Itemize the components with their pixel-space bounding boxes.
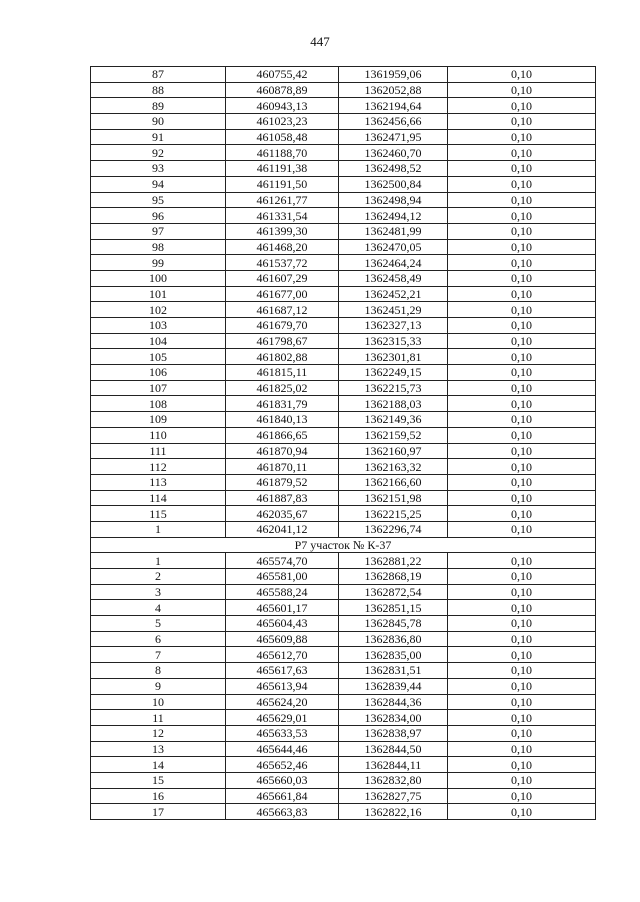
- point-number-cell: 112: [91, 459, 226, 475]
- point-number-cell: 104: [91, 333, 226, 349]
- point-number-cell: 2: [91, 569, 226, 585]
- y-coordinate-cell: 1362188,03: [339, 396, 448, 412]
- table-row: [91, 318, 596, 334]
- accuracy-cell: 0,10: [448, 82, 596, 98]
- table-row: [91, 757, 596, 773]
- point-number-cell: 91: [91, 129, 226, 145]
- point-number-cell: 99: [91, 255, 226, 271]
- x-coordinate-cell: 465629,01: [226, 710, 339, 726]
- x-coordinate-cell: 461058,48: [226, 129, 339, 145]
- x-coordinate-cell: 465661,84: [226, 788, 339, 804]
- y-coordinate-cell: 1362315,33: [339, 333, 448, 349]
- y-coordinate-cell: 1361959,06: [339, 67, 448, 83]
- point-number-cell: 89: [91, 98, 226, 114]
- table-row: [91, 710, 596, 726]
- accuracy-cell: 0,10: [448, 694, 596, 710]
- accuracy-cell: 0,10: [448, 584, 596, 600]
- point-number-cell: 90: [91, 114, 226, 130]
- accuracy-cell: 0,10: [448, 725, 596, 741]
- accuracy-cell: 0,10: [448, 600, 596, 616]
- accuracy-cell: 0,10: [448, 506, 596, 522]
- accuracy-cell: 0,10: [448, 490, 596, 506]
- x-coordinate-cell: 465663,83: [226, 804, 339, 820]
- accuracy-cell: 0,10: [448, 631, 596, 647]
- accuracy-cell: 0,10: [448, 286, 596, 302]
- x-coordinate-cell: 461023,23: [226, 114, 339, 130]
- table-row: [91, 192, 596, 208]
- accuracy-cell: 0,10: [448, 427, 596, 443]
- table-row: [91, 255, 596, 271]
- table-row: [91, 161, 596, 177]
- accuracy-cell: 0,10: [448, 396, 596, 412]
- point-number-cell: 4: [91, 600, 226, 616]
- point-number-cell: 113: [91, 474, 226, 490]
- table-row: [91, 553, 596, 569]
- y-coordinate-cell: 1362844,36: [339, 694, 448, 710]
- x-coordinate-cell: 461879,52: [226, 474, 339, 490]
- point-number-cell: 92: [91, 145, 226, 161]
- accuracy-cell: 0,10: [448, 129, 596, 145]
- accuracy-cell: 0,10: [448, 255, 596, 271]
- table-row: [91, 302, 596, 318]
- table-row: [91, 412, 596, 428]
- x-coordinate-cell: 465644,46: [226, 741, 339, 757]
- table-row: [91, 725, 596, 741]
- table-row: [91, 396, 596, 412]
- table-row: [91, 584, 596, 600]
- point-number-cell: 114: [91, 490, 226, 506]
- x-coordinate-cell: 465660,03: [226, 772, 339, 788]
- x-coordinate-cell: 461887,83: [226, 490, 339, 506]
- y-coordinate-cell: 1362452,21: [339, 286, 448, 302]
- x-coordinate-cell: 465624,20: [226, 694, 339, 710]
- table-row: [91, 98, 596, 114]
- table-row: [91, 443, 596, 459]
- y-coordinate-cell: 1362844,11: [339, 757, 448, 773]
- x-coordinate-cell: 461537,72: [226, 255, 339, 271]
- point-number-cell: 101: [91, 286, 226, 302]
- section-header-row: [91, 537, 596, 553]
- point-number-cell: 98: [91, 239, 226, 255]
- y-coordinate-cell: 1362296,74: [339, 521, 448, 537]
- x-coordinate-cell: 461188,70: [226, 145, 339, 161]
- coordinates-table: [90, 66, 596, 820]
- table-row: [91, 349, 596, 365]
- y-coordinate-cell: 1362052,88: [339, 82, 448, 98]
- x-coordinate-cell: 461815,11: [226, 365, 339, 381]
- point-number-cell: 108: [91, 396, 226, 412]
- accuracy-cell: 0,10: [448, 98, 596, 114]
- point-number-cell: 103: [91, 318, 226, 334]
- y-coordinate-cell: 1362868,19: [339, 569, 448, 585]
- accuracy-cell: 0,10: [448, 788, 596, 804]
- y-coordinate-cell: 1362194,64: [339, 98, 448, 114]
- accuracy-cell: 0,10: [448, 302, 596, 318]
- x-coordinate-cell: 465617,63: [226, 663, 339, 679]
- x-coordinate-cell: 461331,54: [226, 208, 339, 224]
- accuracy-cell: 0,10: [448, 710, 596, 726]
- y-coordinate-cell: 1362456,66: [339, 114, 448, 130]
- y-coordinate-cell: 1362163,32: [339, 459, 448, 475]
- point-number-cell: 87: [91, 67, 226, 83]
- point-number-cell: 94: [91, 176, 226, 192]
- table-row: [91, 600, 596, 616]
- table-row: [91, 506, 596, 522]
- table-row: [91, 569, 596, 585]
- point-number-cell: 8: [91, 663, 226, 679]
- y-coordinate-cell: 1362215,25: [339, 506, 448, 522]
- x-coordinate-cell: 465604,43: [226, 616, 339, 632]
- y-coordinate-cell: 1362464,24: [339, 255, 448, 271]
- y-coordinate-cell: 1362498,52: [339, 161, 448, 177]
- table-row: [91, 176, 596, 192]
- accuracy-cell: 0,10: [448, 459, 596, 475]
- y-coordinate-cell: 1362166,60: [339, 474, 448, 490]
- y-coordinate-cell: 1362471,95: [339, 129, 448, 145]
- x-coordinate-cell: 465612,70: [226, 647, 339, 663]
- accuracy-cell: 0,10: [448, 318, 596, 334]
- table-row: [91, 239, 596, 255]
- y-coordinate-cell: 1362470,05: [339, 239, 448, 255]
- x-coordinate-cell: 460943,13: [226, 98, 339, 114]
- accuracy-cell: 0,10: [448, 474, 596, 490]
- x-coordinate-cell: 461677,00: [226, 286, 339, 302]
- point-number-cell: 96: [91, 208, 226, 224]
- point-number-cell: 107: [91, 380, 226, 396]
- x-coordinate-cell: 465652,46: [226, 757, 339, 773]
- point-number-cell: 13: [91, 741, 226, 757]
- accuracy-cell: 0,10: [448, 270, 596, 286]
- x-coordinate-cell: 462035,67: [226, 506, 339, 522]
- point-number-cell: 6: [91, 631, 226, 647]
- table-row: [91, 459, 596, 475]
- accuracy-cell: 0,10: [448, 616, 596, 632]
- y-coordinate-cell: 1362500,84: [339, 176, 448, 192]
- x-coordinate-cell: 461870,11: [226, 459, 339, 475]
- point-number-cell: 9: [91, 678, 226, 694]
- y-coordinate-cell: 1362151,98: [339, 490, 448, 506]
- table-row: [91, 647, 596, 663]
- accuracy-cell: 0,10: [448, 333, 596, 349]
- x-coordinate-cell: 465609,88: [226, 631, 339, 647]
- point-number-cell: 1: [91, 521, 226, 537]
- table-row: [91, 631, 596, 647]
- point-number-cell: 17: [91, 804, 226, 820]
- y-coordinate-cell: 1362159,52: [339, 427, 448, 443]
- point-number-cell: 115: [91, 506, 226, 522]
- x-coordinate-cell: 461870,94: [226, 443, 339, 459]
- x-coordinate-cell: 461802,88: [226, 349, 339, 365]
- accuracy-cell: 0,10: [448, 443, 596, 459]
- accuracy-cell: 0,10: [448, 521, 596, 537]
- point-number-cell: 100: [91, 270, 226, 286]
- y-coordinate-cell: 1362460,70: [339, 145, 448, 161]
- y-coordinate-cell: 1362845,78: [339, 616, 448, 632]
- table-row: [91, 380, 596, 396]
- x-coordinate-cell: 460878,89: [226, 82, 339, 98]
- accuracy-cell: 0,10: [448, 114, 596, 130]
- y-coordinate-cell: 1362851,15: [339, 600, 448, 616]
- y-coordinate-cell: 1362498,94: [339, 192, 448, 208]
- point-number-cell: 10: [91, 694, 226, 710]
- accuracy-cell: 0,10: [448, 647, 596, 663]
- accuracy-cell: 0,10: [448, 208, 596, 224]
- y-coordinate-cell: 1362249,15: [339, 365, 448, 381]
- y-coordinate-cell: 1362844,50: [339, 741, 448, 757]
- point-number-cell: 111: [91, 443, 226, 459]
- accuracy-cell: 0,10: [448, 67, 596, 83]
- x-coordinate-cell: 461399,30: [226, 223, 339, 239]
- x-coordinate-cell: 461866,65: [226, 427, 339, 443]
- table-row: [91, 82, 596, 98]
- table-row: [91, 804, 596, 820]
- table-row: [91, 741, 596, 757]
- point-number-cell: 1: [91, 553, 226, 569]
- x-coordinate-cell: 465613,94: [226, 678, 339, 694]
- point-number-cell: 105: [91, 349, 226, 365]
- x-coordinate-cell: 461191,38: [226, 161, 339, 177]
- accuracy-cell: 0,10: [448, 412, 596, 428]
- x-coordinate-cell: 461840,13: [226, 412, 339, 428]
- table-row: [91, 270, 596, 286]
- x-coordinate-cell: 462041,12: [226, 521, 339, 537]
- accuracy-cell: 0,10: [448, 569, 596, 585]
- x-coordinate-cell: 465601,17: [226, 600, 339, 616]
- point-number-cell: 3: [91, 584, 226, 600]
- y-coordinate-cell: 1362827,75: [339, 788, 448, 804]
- x-coordinate-cell: 461687,12: [226, 302, 339, 318]
- y-coordinate-cell: 1362160,97: [339, 443, 448, 459]
- point-number-cell: 5: [91, 616, 226, 632]
- table-row: [91, 490, 596, 506]
- table-row: [91, 208, 596, 224]
- x-coordinate-cell: 461191,50: [226, 176, 339, 192]
- accuracy-cell: 0,10: [448, 772, 596, 788]
- point-number-cell: 106: [91, 365, 226, 381]
- y-coordinate-cell: 1362832,80: [339, 772, 448, 788]
- y-coordinate-cell: 1362458,49: [339, 270, 448, 286]
- y-coordinate-cell: 1362838,97: [339, 725, 448, 741]
- coordinates-table-body: [91, 67, 596, 820]
- accuracy-cell: 0,10: [448, 380, 596, 396]
- point-number-cell: 88: [91, 82, 226, 98]
- x-coordinate-cell: 461607,29: [226, 270, 339, 286]
- point-number-cell: 97: [91, 223, 226, 239]
- point-number-cell: 102: [91, 302, 226, 318]
- x-coordinate-cell: 461798,67: [226, 333, 339, 349]
- table-row: [91, 145, 596, 161]
- accuracy-cell: 0,10: [448, 678, 596, 694]
- table-row: [91, 223, 596, 239]
- table-row: [91, 333, 596, 349]
- y-coordinate-cell: 1362839,44: [339, 678, 448, 694]
- x-coordinate-cell: 461468,20: [226, 239, 339, 255]
- x-coordinate-cell: 461825,02: [226, 380, 339, 396]
- y-coordinate-cell: 1362301,81: [339, 349, 448, 365]
- y-coordinate-cell: 1362149,36: [339, 412, 448, 428]
- accuracy-cell: 0,10: [448, 553, 596, 569]
- y-coordinate-cell: 1362481,99: [339, 223, 448, 239]
- y-coordinate-cell: 1362451,29: [339, 302, 448, 318]
- point-number-cell: 110: [91, 427, 226, 443]
- point-number-cell: 109: [91, 412, 226, 428]
- point-number-cell: 14: [91, 757, 226, 773]
- y-coordinate-cell: 1362215,73: [339, 380, 448, 396]
- y-coordinate-cell: 1362327,13: [339, 318, 448, 334]
- y-coordinate-cell: 1362494,12: [339, 208, 448, 224]
- accuracy-cell: 0,10: [448, 804, 596, 820]
- table-row: [91, 521, 596, 537]
- x-coordinate-cell: 465574,70: [226, 553, 339, 569]
- x-coordinate-cell: 465588,24: [226, 584, 339, 600]
- x-coordinate-cell: 461261,77: [226, 192, 339, 208]
- accuracy-cell: 0,10: [448, 192, 596, 208]
- table-row: [91, 678, 596, 694]
- section-title: Р7 участок № К-37: [91, 537, 596, 553]
- accuracy-cell: 0,10: [448, 223, 596, 239]
- x-coordinate-cell: 461679,70: [226, 318, 339, 334]
- point-number-cell: 16: [91, 788, 226, 804]
- point-number-cell: 95: [91, 192, 226, 208]
- y-coordinate-cell: 1362835,00: [339, 647, 448, 663]
- table-row: [91, 616, 596, 632]
- point-number-cell: 11: [91, 710, 226, 726]
- accuracy-cell: 0,10: [448, 741, 596, 757]
- table-row: [91, 286, 596, 302]
- point-number-cell: 7: [91, 647, 226, 663]
- table-row: [91, 365, 596, 381]
- accuracy-cell: 0,10: [448, 145, 596, 161]
- accuracy-cell: 0,10: [448, 663, 596, 679]
- table-row: [91, 663, 596, 679]
- table-row: [91, 772, 596, 788]
- accuracy-cell: 0,10: [448, 757, 596, 773]
- point-number-cell: 12: [91, 725, 226, 741]
- table-row: [91, 114, 596, 130]
- y-coordinate-cell: 1362872,54: [339, 584, 448, 600]
- y-coordinate-cell: 1362831,51: [339, 663, 448, 679]
- page-number: 447: [310, 34, 330, 49]
- y-coordinate-cell: 1362881,22: [339, 553, 448, 569]
- accuracy-cell: 0,10: [448, 161, 596, 177]
- point-number-cell: 15: [91, 772, 226, 788]
- accuracy-cell: 0,10: [448, 176, 596, 192]
- table-row: [91, 129, 596, 145]
- table-row: [91, 694, 596, 710]
- y-coordinate-cell: 1362834,00: [339, 710, 448, 726]
- x-coordinate-cell: 465633,53: [226, 725, 339, 741]
- table-row: [91, 788, 596, 804]
- accuracy-cell: 0,10: [448, 365, 596, 381]
- x-coordinate-cell: 460755,42: [226, 67, 339, 83]
- accuracy-cell: 0,10: [448, 349, 596, 365]
- point-number-cell: 93: [91, 161, 226, 177]
- y-coordinate-cell: 1362836,80: [339, 631, 448, 647]
- x-coordinate-cell: 465581,00: [226, 569, 339, 585]
- table-row: [91, 474, 596, 490]
- x-coordinate-cell: 461831,79: [226, 396, 339, 412]
- table-row: [91, 67, 596, 83]
- accuracy-cell: 0,10: [448, 239, 596, 255]
- y-coordinate-cell: 1362822,16: [339, 804, 448, 820]
- table-row: [91, 427, 596, 443]
